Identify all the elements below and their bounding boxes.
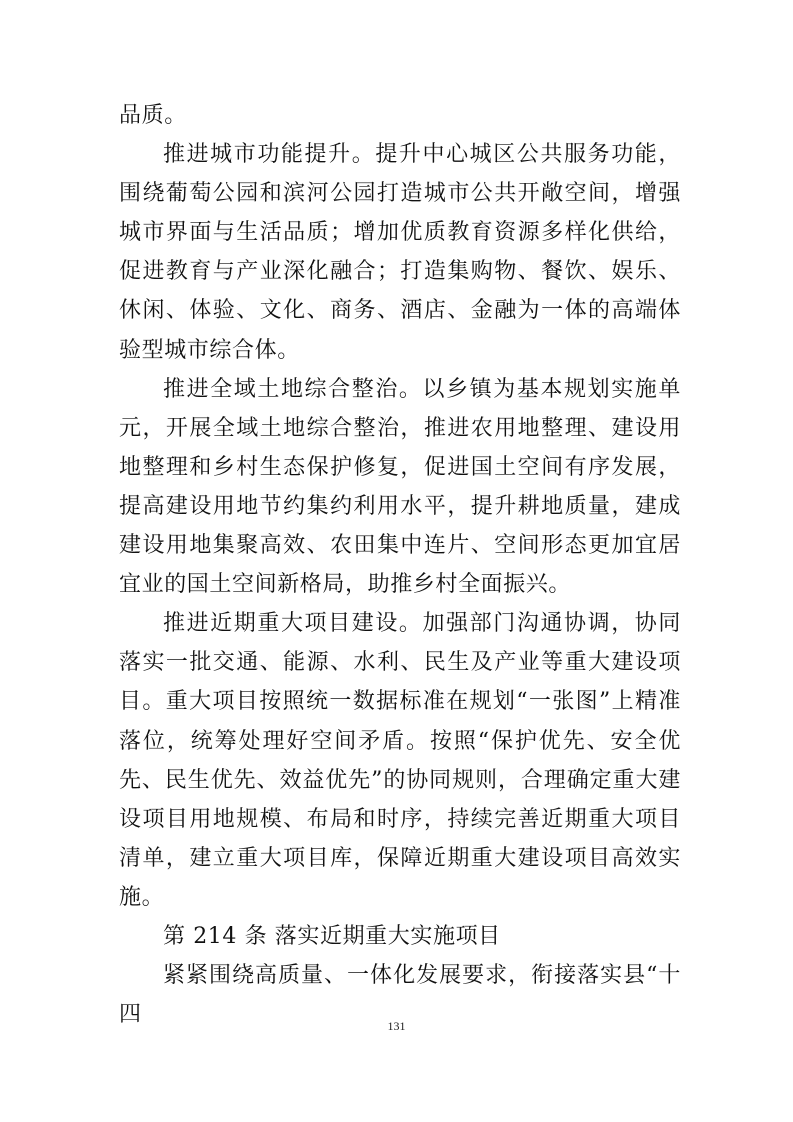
- body-text: [119, 96, 681, 1034]
- article-heading: 第 214 条 落实近期重大实施项目: [163, 923, 501, 949]
- paragraph-land-consolidation: 推进全域土地综合整治。以乡镇为基本规划实施单元，开展全域土地综合整治，推进农用地整理、建设用地整理和乡村生态保护修复，促进国土空间有序发展，提高建设用地节约集约利用水平，提升耕地质量，建成建设用地集聚高效、农田集中连片、空间形态更加宜居宜业的国土空间新格局，助推乡村全面振兴。: [119, 376, 681, 598]
- paragraph-major-projects: 推进近期重大项目建设。加强部门沟通协调，协同落实一批交通、能源、水利、民生及产业等重大建设项目。重大项目按照统一数据标准在规划“一张图”上精准落位，统筹处理好空间矛盾。按照“保护优先、安全优先、民生优先、效益优先”的协同规则，合理确定重大建设项目用地规模、布局和时序，持续完善近期重大项目清单，建立重大项目库，保障近期重大建设项目高效实施。: [119, 611, 681, 910]
- paragraph-continuation: 品质。: [119, 103, 187, 128]
- paragraph-article-214: 紧紧围绕高质量、一体化发展要求，衔接落实县“十四: [119, 963, 681, 1028]
- page-number: 131: [387, 1019, 406, 1033]
- paragraph-city-function: 推进城市功能提升。提升中心城区公共服务功能，围绕葡萄公园和滨河公园打造城市公共开敞空间，增强城市界面与生活品质；增加优质教育资源多样化供给，促进教育与产业深化融合；打造集购物、餐饮、娱乐、休闲、体验、文化、商务、酒店、金融为一体的高端体验型城市综合体。: [119, 142, 681, 363]
